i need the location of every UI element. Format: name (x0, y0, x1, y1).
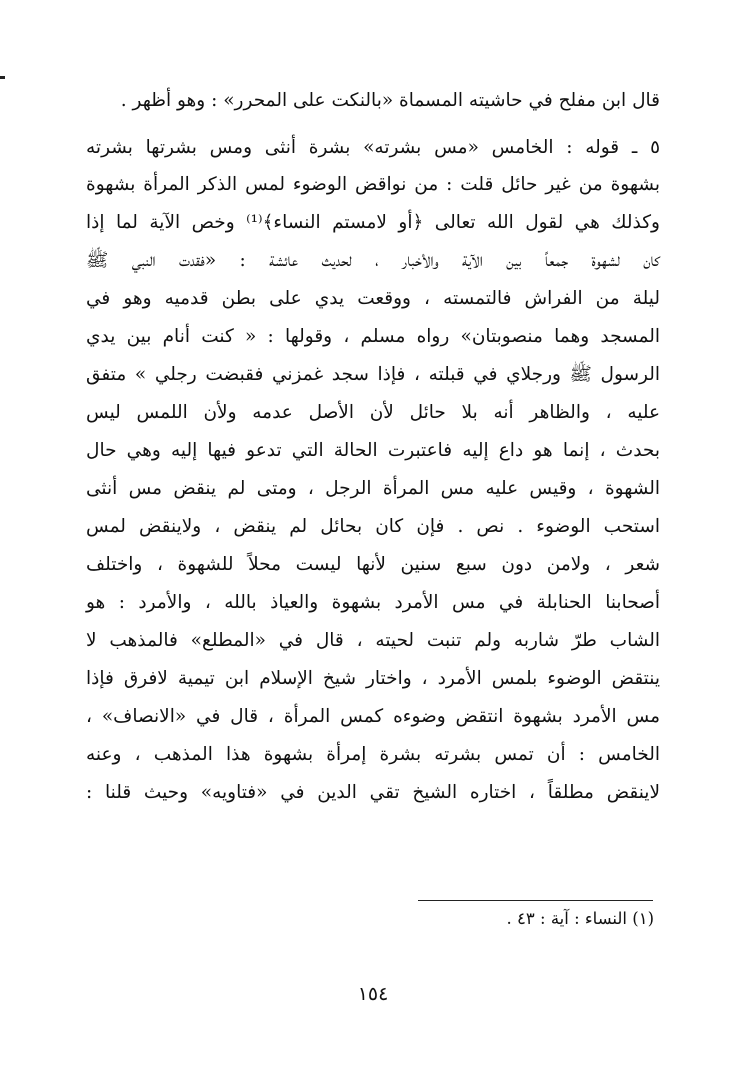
text-line: لاينقض مطلقاً ، اختاره الشيخ تقي الدين في «فتاويه» وحيث قلنا : (86, 782, 660, 803)
text-line: ليلة من الفراش فالتمسته ، ووقعت يدي على بطن قدميه وهو في (86, 288, 660, 309)
text-line: ٥ ـ قوله : الخامس «مس بشرته» بشرة أنثى ومس بشرتها بشرته (86, 137, 660, 158)
text-line: الشهوة ، وقيس عليه مس المرأة الرجل ، ومتى لم ينقض مس أنثى (86, 478, 660, 499)
text-line: كان لشهوة جمعاً بين الآية والأخبار ، لحديث عائشة : «فقدت النبي ﷺ (86, 250, 660, 271)
text-line: قال ابن مفلح في حاشيته المسماة «بالنكت على المحرر» : وهو أظهر . (120, 90, 660, 111)
text-line: ينتقض الوضوء بلمس الأمرد ، واختار شيخ الإسلام ابن تيمية لافرق فإذا (86, 668, 660, 689)
text-line: أصحابنا الحنابلة في مس الأمرد بشهوة والعياذ بالله ، والأمرد : هو (86, 592, 660, 613)
footnote-separator (418, 900, 653, 901)
text-line: استحب الوضوء . نص . فإن كان بحائل لم ينقض ، ولاينقض لمس (86, 516, 660, 537)
text-line: المسجد وهما منصوبتان» رواه مسلم ، وقولها : « كنت أنام بين يدي (86, 326, 660, 347)
text-line: وكذلك هي لقول الله تعالى ﴿أو لامستم النساء﴾⁽¹⁾ وخص الآية لما إذا (86, 212, 660, 233)
text-line: عليه ، والظاهر أنه بلا حائل لأن الأصل عدمه ولأن اللمس ليس (86, 402, 660, 423)
page-number: ١٥٤ (357, 983, 389, 1005)
text-line: الخامس : أن تمس بشرته بشرة إمرأة بشهوة هذا المذهب ، وعنه (86, 744, 660, 765)
text-line: الشاب طرّ شاربه ولم تنبت لحيته ، قال في «المطلع» فالمذهب لا (86, 630, 660, 651)
text-line: بحدث ، إنما هو داع إليه فاعتبرت الحالة التي تدعو فيها إليه وهي حال (86, 440, 660, 461)
text-line: شعر ، ولامن دون سبع سنين لأنها ليست محلاً للشهوة ، واختلف (86, 554, 660, 575)
text-line: بشهوة من غير حائل قلت : من نواقض الوضوء لمس الذكر المرأة بشهوة (86, 174, 660, 195)
text-line: مس الأمرد بشهوة انتقض وضوءه كمس المرأة ، قال في «الانصاف» ، (86, 706, 660, 727)
text-line: الرسول ﷺ ورجلاي في قبلته ، فإذا سجد غمزني فقبضت رجلي » متفق (86, 364, 660, 385)
footnote: (١) النساء : آية : ٤٣ . (506, 909, 654, 928)
